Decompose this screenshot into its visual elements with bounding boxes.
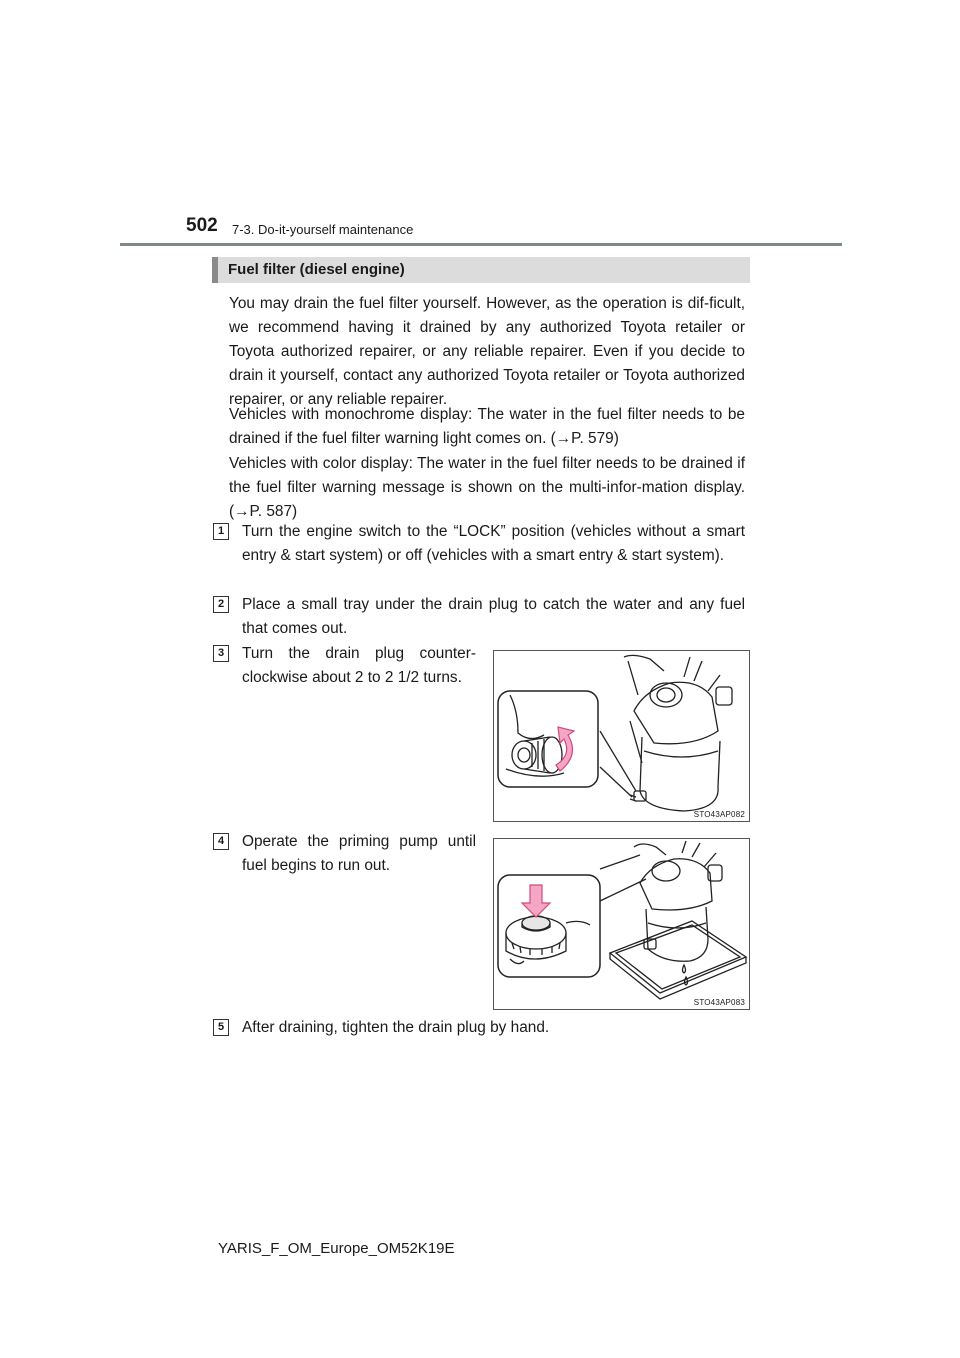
priming-pump-drawing	[494, 839, 749, 1009]
figure-code-2: STO43AP083	[693, 998, 745, 1007]
header-rule	[120, 243, 842, 246]
figure-code-1: STO43AP082	[693, 810, 745, 819]
drain-plug-drawing	[494, 651, 749, 821]
color-display-paragraph: Vehicles with color display: The water in the fuel filter needs to be drained if the fuel filter warning message is shown on the multi-infor-mation display. (→P. 587)	[229, 455, 745, 520]
rotation-arrow-icon	[556, 727, 574, 771]
step-text-1: Turn the engine switch to the “LOCK” position (vehicles without a smart entry & start system) or off (vehicles with a smart entry & start system).	[242, 523, 745, 564]
step-number-4: 4	[213, 833, 229, 850]
footer-doc-id: YARIS_F_OM_Europe_OM52K19E	[218, 1240, 455, 1257]
step-text-3: Turn the drain plug counter-clockwise about 2 to 2 1/2 turns.	[242, 645, 476, 686]
step-number-2: 2	[213, 596, 229, 613]
step-text-4: Operate the priming pump until fuel begins to run out.	[242, 833, 476, 874]
step-number-1: 1	[213, 523, 229, 540]
monochrome-display-paragraph: Vehicles with monochrome display: The water in the fuel filter needs to be drained if the fuel filter warning light comes on. (→P. 579)	[229, 406, 745, 447]
priming-pump-illustration	[493, 838, 750, 1010]
step-text-5: After draining, tighten the drain plug by hand.	[242, 1019, 550, 1036]
press-down-arrow-icon	[522, 885, 550, 917]
step-number-3: 3	[213, 645, 229, 662]
drain-plug-illustration	[493, 650, 750, 822]
section-title: 7-3. Do-it-yourself maintenance	[232, 222, 414, 237]
page-number: 502	[186, 215, 218, 236]
step-number-5: 5	[213, 1019, 229, 1036]
step-text-2: Place a small tray under the drain plug to catch the water and any fuel that comes out.	[242, 596, 745, 637]
subheading: Fuel filter (diesel engine)	[212, 257, 750, 283]
intro-paragraph: You may drain the fuel filter yourself. However, as the operation is dif-ficult, we recommend having it drained by any authorized Toyota retailer or Toyota authorized repairer, or any reliable repairer. Even if you decide to drain it yourself, contact any authorized Toyota retailer or Toyota authorized repairer, or any reliable repairer.	[229, 295, 745, 408]
